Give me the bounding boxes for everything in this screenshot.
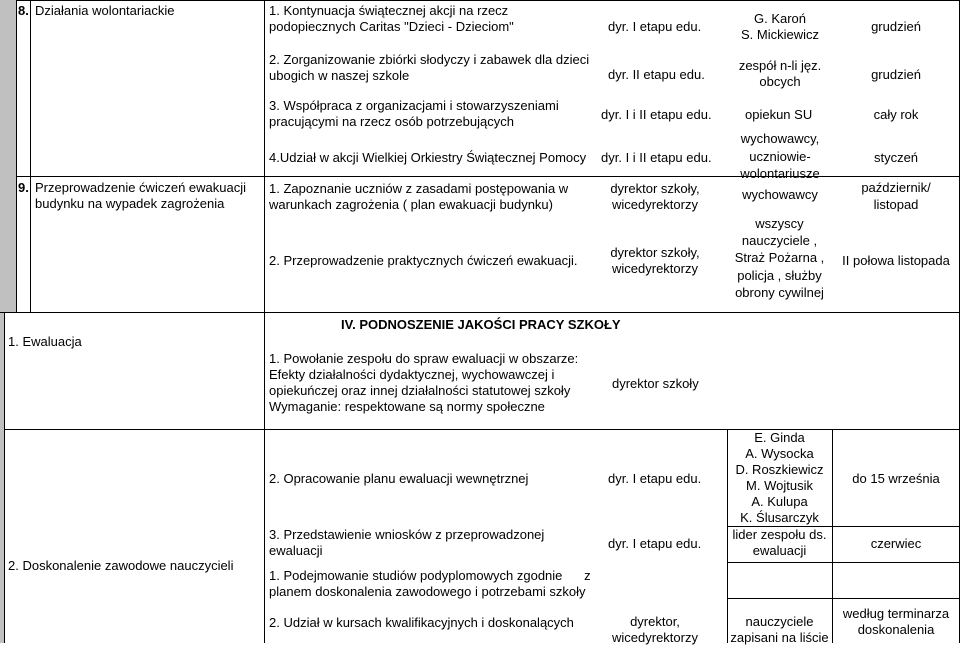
- who-cell: dyr. II etapu edu.: [608, 67, 705, 82]
- left-gray-margin: [0, 0, 16, 312]
- resp-cell: policja , służby: [737, 268, 822, 283]
- resp-cell: opiekun SU: [745, 107, 813, 122]
- term-cell: grudzień: [871, 19, 921, 34]
- term-cell: II połowa listopada: [842, 253, 950, 268]
- resp-cell: zapisani na liście: [730, 630, 829, 645]
- who-cell: dyrektor szkoły: [612, 376, 699, 391]
- task-text: ubogich w naszej szkole: [269, 68, 410, 83]
- grid-line: [16, 312, 960, 313]
- grid-line: [832, 429, 833, 643]
- task-text: 3. Współpraca z organizacjami i stowarzyszeniami: [269, 98, 559, 113]
- who-cell: dyr. I i II etapu edu.: [601, 150, 712, 165]
- grid-line: [30, 0, 31, 312]
- resp-cell: nauczyciele ,: [741, 233, 818, 248]
- resp-cell: nauczyciele: [745, 614, 814, 629]
- grid-line: [4, 312, 5, 643]
- resp-cell: E. Ginda: [754, 430, 805, 445]
- who-cell: dyr. I etapu edu.: [608, 471, 702, 486]
- task-text: 1. Powołanie zespołu do spraw ewaluacji w obszarze:: [269, 351, 579, 366]
- term-cell: do 15 września: [852, 471, 940, 486]
- row-title: budynku na wypadek zagrożenia: [35, 196, 225, 211]
- resp-cell: obrony cywilnej: [735, 285, 824, 300]
- who-cell: dyr. I etapu edu.: [608, 536, 702, 551]
- term-cell: grudzień: [871, 67, 921, 82]
- grid-line: [264, 429, 959, 430]
- task-text: 2. Przeprowadzenie praktycznych ćwiczeń ewakuacji.: [269, 253, 578, 268]
- task-text: 2. Opracowanie planu ewaluacji wewnętrznej: [269, 471, 529, 486]
- term-cell: czerwiec: [870, 536, 922, 551]
- task-text: 2. Zorganizowanie zbiórki słodyczy i zabawek dla dzieci: [269, 52, 590, 67]
- resp-cell: Straż Pożarna ,: [734, 250, 825, 265]
- row-title: Przeprowadzenie ćwiczeń ewakuacji: [35, 180, 246, 195]
- grid-line: [4, 429, 264, 430]
- resp-cell: uczniowie-: [749, 149, 811, 164]
- who-cell: dyrektor,: [630, 614, 680, 629]
- who-cell: dyr. I etapu edu.: [608, 19, 702, 34]
- task-text: pracującymi na rzecz osób potrzebujących: [269, 114, 514, 129]
- resp-cell: wolontariusze: [740, 166, 820, 181]
- resp-cell: D. Roszkiewicz: [735, 462, 824, 477]
- grid-line: [16, 0, 960, 1]
- grid-line: [0, 312, 16, 313]
- resp-cell: lider zespołu ds.: [732, 527, 827, 542]
- resp-cell: obcych: [759, 74, 801, 89]
- resp-cell: wychowawcy: [742, 187, 818, 202]
- resp-cell: zespół n-li jęz.: [738, 58, 822, 73]
- resp-cell: wychowawcy,: [740, 131, 820, 146]
- resp-cell: G. Karoń: [753, 11, 807, 26]
- resp-cell: ewaluacji: [752, 543, 807, 558]
- term-cell: doskonalenia: [857, 622, 935, 637]
- task-text: warunkach zagrożenia ( plan ewakuacji budynku): [269, 197, 553, 212]
- term-cell: styczeń: [873, 150, 919, 165]
- term-cell: listopad: [873, 197, 919, 212]
- who-cell: wicedyrektorzy: [612, 261, 698, 276]
- task-text: planem doskonalenia zawodowego i potrzebami szkoły: [269, 584, 586, 599]
- task-text: 1. Podejmowanie studiów podyplomowych zgodnie z: [269, 568, 591, 583]
- term-cell: październik/: [861, 180, 931, 195]
- task-text: 2. Udział w kursach kwalifikacyjnych i doskonalących: [269, 615, 574, 630]
- row-number: 9.: [18, 180, 29, 195]
- task-text: opiekuńczej oraz innej działalności statutowej szkoły: [269, 383, 571, 398]
- grid-line: [727, 562, 959, 563]
- task-text: ewaluacji: [269, 543, 323, 558]
- task-text: Efekty działalności dydaktycznej, wychowawczej i: [269, 367, 555, 382]
- resp-cell: A. Kulupa: [751, 494, 808, 509]
- grid-line: [727, 598, 959, 599]
- task-text: 1. Zapoznanie uczniów z zasadami postępowania w: [269, 181, 569, 196]
- grid-line: [264, 0, 265, 312]
- task-text: Wymaganie: respektowane są normy społeczne: [269, 399, 545, 414]
- term-cell: według terminarza: [842, 606, 950, 621]
- section-title: 1. Ewaluacja: [8, 334, 82, 349]
- section-title: 2. Doskonalenie zawodowe nauczycieli: [8, 558, 234, 573]
- who-cell: dyrektor szkoły,: [610, 181, 700, 196]
- task-text: 4.Udział w akcji Wielkiej Orkiestry Świątecznej Pomocy: [269, 150, 587, 165]
- grid-line: [264, 312, 265, 643]
- resp-cell: K. Ślusarczyk: [740, 510, 819, 525]
- term-cell: cały rok: [873, 107, 919, 122]
- who-cell: wicedyrektorzy: [612, 197, 698, 212]
- grid-line: [16, 0, 17, 312]
- who-cell: dyr. I i II etapu edu.: [601, 107, 712, 122]
- who-cell: wicedyrektorzy: [612, 630, 698, 645]
- task-text: 1. Kontynuacja świątecznej akcji na rzecz: [269, 3, 509, 18]
- task-text: 3. Przedstawienie wniosków z przeprowadzonej: [269, 527, 545, 542]
- who-cell: dyrektor szkoły,: [610, 245, 700, 260]
- section-heading: IV. PODNOSZENIE JAKOŚCI PRACY SZKOŁY: [341, 317, 621, 332]
- resp-cell: M. Wojtusik: [746, 478, 813, 493]
- task-text: podopiecznych Caritas "Dzieci - Dzieciom": [269, 19, 514, 34]
- resp-cell: S. Mickiewicz: [740, 27, 819, 42]
- row-title: Działania wolontariackie: [35, 3, 175, 18]
- row-number: 8.: [18, 3, 29, 18]
- resp-cell: A. Wysocka: [745, 446, 814, 461]
- resp-cell: wszyscy: [755, 216, 804, 231]
